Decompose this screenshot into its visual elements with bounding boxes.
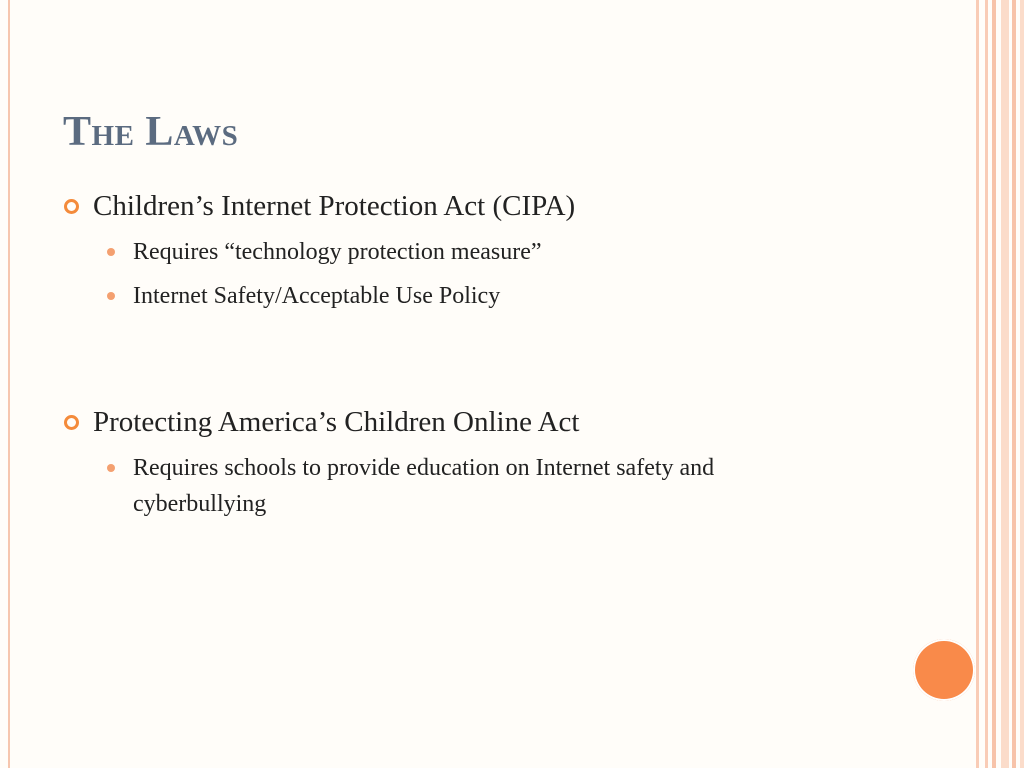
bullet-heading-cipa <box>64 186 844 226</box>
dot-bullet-icon <box>107 248 115 256</box>
slide-content <box>64 186 844 522</box>
sub-bullet-text: Internet Safety/Acceptable Use Policy <box>133 283 501 309</box>
sub-bullet-text: Requires schools to provide education on Internet safety and cyberbullying <box>133 455 715 517</box>
bullet-heading-text: Children’s Internet Protection Act (CIPA) <box>93 190 576 222</box>
ring-bullet-icon <box>64 199 79 214</box>
dot-bullet-icon <box>107 464 115 472</box>
ring-bullet-icon <box>64 415 79 430</box>
stripe <box>1020 0 1024 768</box>
stripe <box>1012 0 1016 768</box>
bullet-heading-pacoa <box>64 402 844 442</box>
orange-circle-decoration <box>913 639 975 701</box>
dot-bullet-icon <box>107 292 115 300</box>
slide-title: The Laws <box>63 109 239 155</box>
stripe <box>976 0 979 768</box>
sub-bullet-text: Requires “technology protection measure” <box>133 239 542 265</box>
left-border-decoration <box>8 0 10 768</box>
sub-bullet <box>64 234 844 270</box>
right-stripes-decoration <box>976 0 1024 768</box>
stripe <box>992 0 996 768</box>
stripe <box>985 0 988 768</box>
sub-bullet <box>64 450 844 522</box>
stripe <box>1001 0 1009 768</box>
bullet-heading-text: Protecting America’s Children Online Act <box>93 406 580 438</box>
sub-bullet <box>64 278 844 314</box>
